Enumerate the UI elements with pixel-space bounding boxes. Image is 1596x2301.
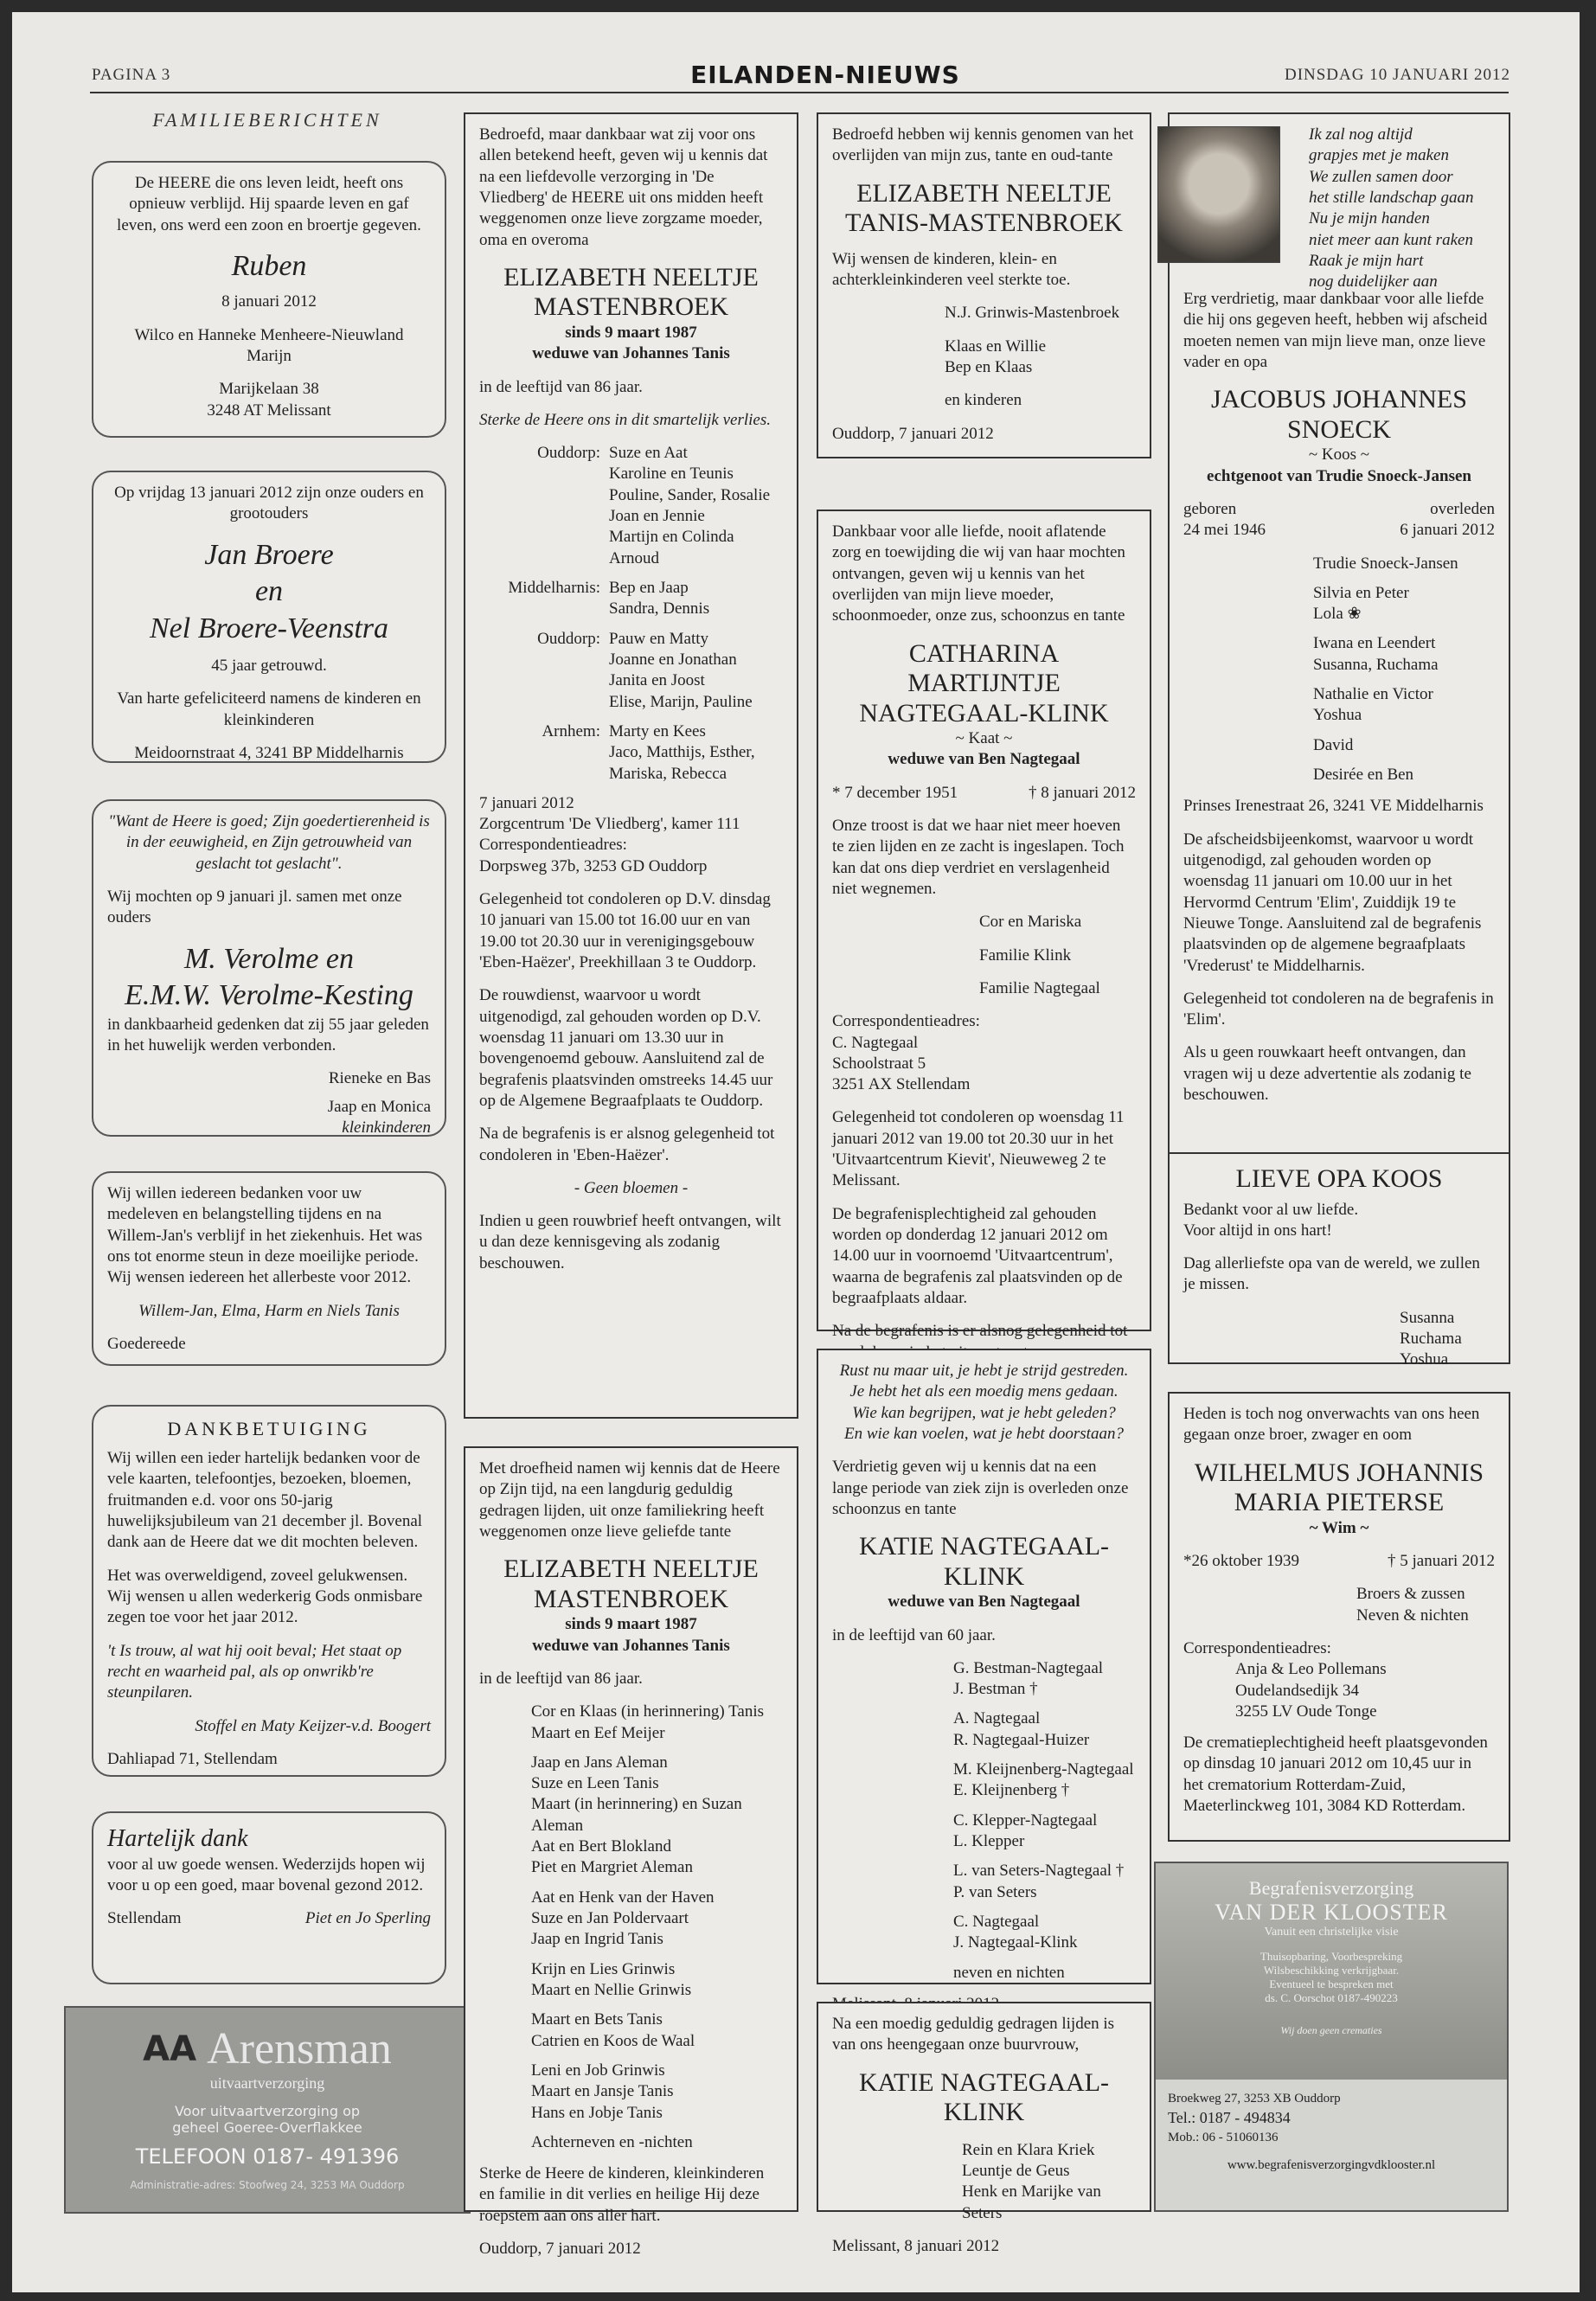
family-member: Joan en Jennie <box>609 507 705 526</box>
born: * 7 december 1951 <box>832 783 958 802</box>
signature-1: Rein en Klara Kriek <box>962 2140 1095 2159</box>
poem-line: Rust nu maar uit, je hebt je strijd gestreden. <box>839 1362 1129 1380</box>
line-1: Bedankt voor al uw liefde. <box>1183 1200 1359 1219</box>
family-member <box>531 2001 783 2009</box>
poem-line: Ik zal nog altijd <box>1309 125 1413 144</box>
ad-title-2: VAN DER KLOOSTER <box>1215 1900 1448 1925</box>
family-row <box>479 506 783 527</box>
family-row <box>479 443 783 464</box>
ad-mobile: Mob.: 06 - 51060136 <box>1168 2130 1279 2144</box>
family-row <box>479 599 783 619</box>
ad-title: Hartelijk dank <box>107 1825 248 1852</box>
signature-3: Henk en Marijke van Seters <box>962 2182 1101 2222</box>
family-member: David <box>1313 735 1354 754</box>
family-member <box>1313 625 1495 633</box>
family-member: Mariska, Rebecca <box>609 764 727 783</box>
deceased-name: ELIZABETH NEELTJE MASTENBROEK <box>503 1554 759 1613</box>
family-place <box>479 599 609 619</box>
header-rule <box>90 92 1509 93</box>
arensman-sub: uitvaartverzorging <box>209 2074 325 2092</box>
ad-text-2: Het was overweldigend, zoveel gelukwensen. Wij wensen u allen wederkerig Gods onmisbare zegen toe voor het jaar 2012. <box>107 1566 423 1627</box>
age: in de leeftijd van 86 jaar. <box>479 377 643 396</box>
intro: Heden is toch nog onverwachts van ons heen gegaan onze broer, zwager en oom <box>1183 1405 1480 1445</box>
family-member: Piet en Margriet Aleman <box>531 1858 693 1877</box>
family-member: Desirée en Ben <box>1313 766 1414 784</box>
signature-2: Jaap en Monica <box>327 1097 431 1116</box>
after-funeral: Na de begrafenis is er alsnog gelegenheid tot <box>832 1322 1128 1341</box>
spacer <box>479 713 783 721</box>
family-member: Pauw en Matty <box>609 629 709 648</box>
family-member: Arnoud <box>609 548 660 567</box>
portrait-photo <box>1157 126 1280 263</box>
ad-text: Wij willen een ieder hartelijk bedanken voor de vele kaarten, telefoontjes, bezoeken, bloemen, fruitmanden e.d. voor ons 50-jarig huwelijksjubileum van 21 december jl. Bovenal dank aan de Heere dat we dit mochten beleven. <box>107 1449 423 1552</box>
arensman-line-1: Voor uitvaartverzorging op <box>174 2103 361 2119</box>
widow-of: weduwe van Johannes Tanis <box>532 1636 730 1655</box>
deceased-name: ELIZABETH NEELTJE TANIS-MASTENBROEK <box>845 178 1123 238</box>
place-date: Ouddorp, 7 januari 2012 <box>832 424 994 443</box>
deceased-name: KATIE NAGTEGAAL-KLINK <box>858 1532 1110 1591</box>
ad-line-4: ds. C. Oorschot 0187-490223 <box>1265 1991 1398 2004</box>
signature-2: Leuntje de Geus <box>962 2161 1070 2180</box>
family-member: Suze en Aat <box>609 444 688 463</box>
poem-line: Wie kan begrijpen, wat je hebt geleden? <box>852 1403 1116 1422</box>
poem-line: niet meer aan kunt raken <box>1309 230 1473 249</box>
section-title: FAMILIEBERICHTEN <box>152 109 382 131</box>
deceased-name: CATHARINA MARTIJNTJE NAGTEGAAL-KLINK <box>859 638 1109 727</box>
family-member: Maart en Jansje Tanis <box>531 2082 674 2101</box>
signature-3: Yoshua <box>1400 1350 1449 1369</box>
name-2: Nel Broere-Veenstra <box>149 612 389 644</box>
arensman-logo: Arensman <box>207 2024 392 2073</box>
obituary-snoeck <box>1168 112 1510 1159</box>
signature-1: N.J. Grinwis-Mastenbroek <box>945 304 1120 323</box>
birth-date: 8 januari 2012 <box>221 292 317 311</box>
intro: Na een moedig geduldig gedragen lijden is van ons heengegaan onze buurvrouw, <box>832 2015 1115 2054</box>
correspondence-label: Correspondentieadres: <box>479 836 627 855</box>
signature-2: Familie Klink <box>979 945 1072 965</box>
family-member: Jaap en Jans Aleman <box>531 1753 668 1772</box>
poem-line: Je hebt het als een moedig mens gedaan. <box>849 1382 1118 1401</box>
family-list <box>479 443 783 793</box>
newspaper-masthead: EILANDEN-NIEUWS <box>690 61 960 89</box>
tribute-opa-koos <box>1168 1152 1510 1369</box>
age: in de leeftijd van 60 jaar. <box>832 1625 996 1644</box>
location: Zorgcentrum 'De Vliedberg', kamer 111 <box>479 815 740 834</box>
obituary-pieterse <box>1168 1392 1510 1842</box>
widow-of: weduwe van Johannes Tanis <box>532 344 730 363</box>
intro: Bedroefd hebben wij kennis genomen van het overlijden van mijn zus, tante en oud-tante <box>832 125 1134 165</box>
family-row <box>479 692 783 713</box>
signature-3: kleinkinderen <box>342 1118 431 1137</box>
family-place <box>479 506 609 527</box>
signature: Piet en Jo Sperling <box>304 1909 431 1928</box>
condolence: Gelegenheid tot condoleren op D.V. dinsdag 10 januari van 15.00 tot 16.00 uur en van 19.00 tot 20.30 uur in verenigingsgebouw 'Eben-Haëzer', Preekhillaan 3 te Ouddorp. <box>479 890 771 971</box>
signature-1: Rieneke en Bas <box>328 1069 431 1088</box>
since: sinds 9 maart 1987 <box>565 323 697 342</box>
signature-2: Klaas en Willie <box>945 336 1047 356</box>
died-date: 6 januari 2012 <box>1400 521 1495 540</box>
family-member <box>1313 727 1495 735</box>
correspondence-3: 3255 LV Oude Tonge <box>1235 1702 1377 1721</box>
family-member: Jaco, Matthijs, Esther, <box>609 743 755 762</box>
family-member: G. Bestman-Nagtegaal <box>953 1658 1104 1677</box>
cremation: De crematieplechtigheid heeft plaatsgevonden op dinsdag 10 januari 2012 om 10,45 uur in het crematorium Rotterdam-Zuid, Maeterlinckweg 101, 3084 KD Rotterdam. <box>1183 1734 1488 1816</box>
arensman-line-2: geheel Goeree-Overflakkee <box>172 2119 362 2136</box>
deceased-name: JACOBUS JOHANNES SNOECK <box>1211 385 1467 444</box>
sibling: Marijn <box>247 347 292 366</box>
line-2: Voor altijd in ons hart! <box>1183 1221 1332 1240</box>
family-place <box>479 692 609 713</box>
ad-text: Wij willen iedereen bedanken voor uw medeleven en belangstelling tijdens en na Willem-Jan's verblijf in het ziekenhuis. Het was ons tot enorme steun in deze moeilijke periode. Wij wensen iedereen het allerbeste voor 2012. <box>107 1184 423 1287</box>
poem-line: Raak je mijn hart <box>1309 251 1424 270</box>
born-label: geboren <box>1183 499 1237 518</box>
died-label: overleden <box>1430 499 1495 518</box>
family-member: L. van Seters-Nagtegaal † <box>953 1862 1125 1881</box>
family-member <box>953 1802 1136 1811</box>
intro: Erg verdrietig, maar dankbaar voor alle liefde die hij ons gegeven heeft, hebben wij afscheid moeten nemen van mijn lieve man, onze lieve vader en opa <box>1183 290 1488 371</box>
correspondence-3: 3251 AX Stellendam <box>832 1075 971 1094</box>
obituary-katie-neighbours <box>817 2002 1151 2255</box>
family-member: M. Kleijnenberg-Nagtegaal <box>953 1760 1134 1779</box>
signature-3: Familie Nagtegaal <box>979 978 1100 997</box>
died: † 5 januari 2012 <box>1387 1551 1495 1570</box>
poem-line: het stille landschap gaan <box>1309 188 1474 207</box>
nickname: ~ Wim ~ <box>1309 1518 1369 1537</box>
signature-3: Bep en Klaas <box>945 357 1033 376</box>
family-place: Ouddorp: <box>537 629 600 648</box>
condolence: Gelegenheid tot condoleren na de begrafenis in 'Elim'. <box>1183 989 1494 1029</box>
thanks-ad-sperling <box>92 1811 446 1984</box>
poem-line: We zullen samen door <box>1309 167 1453 186</box>
family-place: Arnhem: <box>542 721 600 740</box>
signature-2: Ruchama <box>1400 1330 1462 1349</box>
family-member: Maart en Nellie Grinwis <box>531 1980 692 1999</box>
died: † 8 januari 2012 <box>1028 783 1136 802</box>
place-date: Ouddorp, 7 januari 2012 <box>479 2240 641 2259</box>
ad-line-1: Thuisopbaring, Voorbespreking <box>1259 1950 1403 1963</box>
after-funeral: Na de begrafenis is er alsnog gelegenheid tot condoleren in 'Eben-Haëzer'. <box>479 1125 775 1164</box>
ad-line-3: Eventueel te bespreken met <box>1269 1977 1394 1990</box>
ad-text: Wij mochten op 9 januari jl. samen met onze ouders <box>107 887 402 927</box>
ad-text-2: in dankbaarheid gedenken dat zij 55 jaar geleden in het huwelijk werden verbonden. <box>107 1015 429 1054</box>
family-member: Aat en Bert Blokland <box>531 1837 671 1856</box>
ad-text: voor al uw goede wensen. Wederzijds hopen wij voor u op een goed, maar bovenal gezond 2012. <box>107 1855 426 1895</box>
family-member: Trudie Snoeck-Jansen <box>1313 554 1458 573</box>
poem-line: En wie kan voelen, wat je hebt doorstaan? <box>844 1424 1124 1443</box>
thanks-ad-keijzer <box>92 1405 446 1777</box>
name-1: M. Verolme en <box>183 942 355 975</box>
postcode: 3248 AT Melissant <box>207 401 331 420</box>
correspondence-2: Schoolstraat 5 <box>832 1054 926 1073</box>
birth-ad-ruben <box>92 161 446 438</box>
signature: Stoffel en Maty Keijzer-v.d. Boogert <box>195 1716 431 1735</box>
ad-line-2: Wilsbeschikking verkrijgbaar. <box>1263 1964 1400 1977</box>
obituary-katie-family <box>817 1349 1151 1984</box>
arensman-advertisement <box>64 2006 471 2214</box>
ad-address: Broekweg 27, 3253 XB Ouddorp <box>1168 2092 1341 2106</box>
family-member: Lola ❀ <box>1313 605 1362 624</box>
family-member: R. Nagtegaal-Huizer <box>953 1730 1090 1749</box>
widow-of: weduwe van Ben Nagtegaal <box>888 1593 1080 1612</box>
address: Prinses Irenestraat 26, 3241 VE Middelharnis <box>1183 797 1484 816</box>
signature-1: Susanna <box>1400 1308 1455 1327</box>
family-member: Jaap en Ingrid Tanis <box>531 1930 663 1949</box>
obituary-mastenbroek-children <box>464 112 798 1419</box>
nickname: ~ Kaat ~ <box>955 729 1013 748</box>
poem-line: Nu je mijn handen <box>1309 209 1430 228</box>
family-member: Sandra, Dennis <box>609 599 710 619</box>
child-name: Ruben <box>231 249 307 282</box>
family-member: Cor en Klaas (in herinnering) Tanis <box>531 1702 764 1721</box>
funeral-service: De rouwdienst, waarvoor u wordt uitgenodigd, zal gehouden worden op D.V. woensdag 11 januari om 13.30 uur in bovengenoemd gebouw. Aansluitend zal de begrafenis plaatsvinden omstreeks 14.45 uur op de Algemene Begraafplaats te Ouddorp. <box>479 986 773 1110</box>
family-member: Maart (in herinnering) en Suzan Aleman <box>531 1795 742 1835</box>
family-member <box>953 1852 1136 1861</box>
correspondence-1: C. Nagtegaal <box>832 1033 919 1052</box>
obituary-nagtegaal-klink <box>817 510 1151 1341</box>
years-married: 45 jaar getrouwd. <box>211 657 327 676</box>
family-member <box>953 1700 1136 1708</box>
family-row <box>479 578 783 599</box>
quote: 't Is trouw, al wat hij ooit beval; Het staat op recht en waarheid pal, als op onwrikb're steunpilaren. <box>107 1641 402 1702</box>
family-member: Martijn en Colinda <box>609 528 734 547</box>
family-member: Catrien en Koos de Waal <box>531 2031 695 2050</box>
date: 7 januari 2012 <box>479 793 574 812</box>
van-der-klooster-advertisement <box>1154 1862 1509 2212</box>
family-place <box>479 527 609 548</box>
signature: Willem-Jan, Elma, Harm en Niels Tanis <box>138 1301 400 1320</box>
issue-date: DINSDAG 10 JANUARI 2012 <box>1284 66 1510 84</box>
family-place <box>479 548 609 569</box>
correspondence-label: Correspondentieadres: <box>832 1012 980 1031</box>
family-1: Broers & zussen <box>1356 1585 1465 1604</box>
signature-4: en kinderen <box>945 391 1022 410</box>
family-member: Marty en Kees <box>609 721 706 740</box>
address: Dahliapad 71, Stellendam <box>107 1749 278 1768</box>
congratulations: Van harte gefeliciteerd namens de kinderen en kleinkinderen <box>117 689 421 729</box>
born-date: 24 mei 1946 <box>1183 521 1266 540</box>
family-row <box>479 464 783 484</box>
family-member: L. Klepper <box>953 1832 1025 1850</box>
poem <box>1309 125 1499 293</box>
family-row <box>479 485 783 506</box>
family-member: Karoline en Teunis <box>609 465 734 484</box>
family-place <box>479 650 609 670</box>
notice: Als u geen rouwkaart heeft ontvangen, dan vragen wij u deze advertentie als zodanig te beschouwen. <box>1183 1043 1471 1105</box>
family-member: Maart en Bets Tanis <box>531 2010 663 2029</box>
anniversary-ad-verolme <box>92 799 446 1137</box>
ad-text: Op vrijdag 13 januari 2012 zijn onze ouders en grootouders <box>114 484 424 523</box>
family-member: Silvia en Peter <box>1313 583 1409 602</box>
born: *26 oktober 1939 <box>1183 1551 1300 1570</box>
no-flowers: - Geen bloemen - <box>574 1178 689 1197</box>
family-member: Yoshua <box>1313 706 1362 725</box>
family-member: P. van Seters <box>953 1882 1037 1901</box>
family-row <box>479 527 783 548</box>
spacer <box>479 785 783 793</box>
intro: Verdrietig geven wij u kennis dat na een lange periode van ziek zijn is overleden onze schoonzus en tante <box>832 1458 1129 1518</box>
family-member <box>1313 676 1495 684</box>
family-list <box>479 1702 783 2153</box>
wish: Wij wensen de kinderen, klein- en achterkleinkinderen veel sterkte toe. <box>832 249 1071 289</box>
intro: Met droefheid namen wij kennis dat de Heere op Zijn tijd, na een langdurig geduldig gedragen lijden, uit onze familiekring heeft weggenomen onze lieve geliefde tante <box>479 1459 780 1541</box>
arensman-logo-icon: AA <box>143 2029 197 2069</box>
intro: Bedroefd, maar dankbaar wat zij voor ons allen betekend heeft, geven wij u kennis dat na een liefdevolle verzorging in 'De Vliedberg' de HEERE uit ons midden heeft weggenomen onze lieve zorgzame moeder, oma en overoma <box>479 125 768 249</box>
correspondence-address: Dorpsweg 37b, 3253 GD Ouddorp <box>479 856 708 875</box>
place-date: Melissant, 8 januari 2012 <box>832 2236 1000 2255</box>
family-member: Nathalie en Victor <box>1313 685 1433 704</box>
family-member: Hans en Jobje Tanis <box>531 2103 663 2122</box>
ad-line-5: Wij doen geen crematies <box>1280 2024 1382 2036</box>
since: sinds 9 maart 1987 <box>565 1615 697 1634</box>
newspaper-page <box>12 12 1580 2292</box>
family-member <box>1313 756 1495 765</box>
page-number: PAGINA 3 <box>92 66 171 84</box>
thanks-ad-tanis <box>92 1171 446 1366</box>
deceased-name: WILHELMUS JOHANNIS MARIA PIETERSE <box>1194 1458 1484 1517</box>
family-row <box>479 650 783 670</box>
family-place <box>479 764 609 785</box>
family-member: Maart en Eef Meijer <box>531 1723 665 1742</box>
family-list <box>1183 554 1495 786</box>
family-member: Krijn en Lies Grinwis <box>531 1959 676 1978</box>
spacer <box>479 620 783 629</box>
family-row <box>479 721 783 742</box>
name-and: en <box>254 575 284 608</box>
ad-tagline: Vanuit een christelijke visie <box>1264 1926 1399 1939</box>
poem <box>832 1361 1136 1445</box>
family-member: Bep en Jaap <box>609 579 689 597</box>
family-place <box>479 464 609 484</box>
family-member <box>531 2052 783 2061</box>
name-2: E.M.W. Verolme-Kesting <box>125 979 413 1012</box>
family-2: Neven & nichten <box>1356 1606 1469 1625</box>
parents: Wilco en Hanneke Menheere-Nieuwland <box>134 325 404 344</box>
deceased-name: ELIZABETH NEELTJE MASTENBROEK <box>503 262 759 322</box>
family-member: A. Nagtegaal <box>953 1709 1041 1728</box>
line-3: Dag allerliefste opa van de wereld, we zullen je missen. <box>1183 1254 1480 1294</box>
place: Stellendam <box>107 1909 182 1928</box>
family-member: C. Klepper-Nagtegaal <box>953 1811 1098 1830</box>
verse: Sterke de Heere ons in dit smartelijk verlies. <box>479 410 771 429</box>
condolence: Gelegenheid tot condoleren op woensdag 11 januari 2012 van 19.00 tot 20.30 uur in het 'Uitvaartcentrum Kievit', Nieuweweg 2 te Melissant. <box>832 1108 1125 1190</box>
poem-line: grapjes met je maken <box>1309 146 1449 165</box>
family-member: Suze en Jan Poldervaart <box>531 1909 689 1927</box>
family-place <box>479 670 609 691</box>
widow-of: weduwe van Ben Nagtegaal <box>888 750 1080 769</box>
family-member: Joanne en Jonathan <box>609 650 737 669</box>
correspondence-label: Correspondentieadres: <box>1183 1638 1331 1657</box>
family-place: Ouddorp: <box>537 444 600 463</box>
place: Goedereede <box>107 1334 186 1353</box>
ad-text: De HEERE die ons leven leidt, heeft ons opnieuw verblijd. Hij spaarde leven en gaf leven, ons werd een zoon en broertje gegeven. <box>117 174 421 234</box>
address: Meidoornstraat 4, 3241 BP Middelharnis <box>134 744 404 763</box>
ad-title-1: Begrafenisverzorging <box>1248 1877 1414 1899</box>
family-place <box>479 742 609 763</box>
family-member <box>531 1879 783 1888</box>
family-member: J. Bestman † <box>953 1680 1038 1699</box>
spouse: echtgenoot van Trudie Snoeck-Jansen <box>1207 466 1471 485</box>
correspondence-2: Oudelandsedijk 34 <box>1235 1681 1360 1700</box>
ad-title: DANKBETUIGING <box>167 1418 371 1439</box>
anniversary-ad-broere <box>92 471 446 763</box>
obituary-tanis-mastenbroek <box>817 112 1151 458</box>
family-member: Suze en Leen Tanis <box>531 1774 659 1793</box>
ad-website: www.begrafenisverzorgingvdklooster.nl <box>1227 2157 1436 2172</box>
family-member: Janita en Joost <box>609 671 705 690</box>
family-member: J. Nagtegaal-Klink <box>953 1933 1078 1952</box>
closing: Sterke de Heere de kinderen, kleinkinderen en familie in dit verlies en heilige Hij deze roepstem aan ons aller hart. <box>479 2164 765 2225</box>
family-list <box>832 1658 1136 1984</box>
signature-1: Cor en Mariska <box>979 913 1082 932</box>
family-row <box>479 764 783 785</box>
notice: Indien u geen rouwbrief heeft ontvangen, wilt u dan deze kennisgeving als zodanig beschouwen. <box>479 1212 781 1272</box>
farewell: De afscheidsbijeenkomst, waarvoor u wordt uitgenodigd, zal gehouden worden op woensdag 11 januari om 10.00 uur in het Hervormd Centrum 'Elim', Zuiddijk 19 te Nieuwe Tonge. Aansluitend zal de begrafenis plaatsvinden op de algemene begraafplaats 'Vrederust' te Middelharnis. <box>1183 830 1482 975</box>
family-member <box>953 1903 1136 1912</box>
tribute-title: LIEVE OPA KOOS <box>1235 1164 1443 1193</box>
family-member <box>953 1751 1136 1759</box>
arensman-phone: TELEFOON 0187- 491396 <box>135 2144 400 2169</box>
family-row <box>479 670 783 691</box>
family-row <box>479 742 783 763</box>
funeral: De begrafenisplechtigheid zal gehouden worden op donderdag 12 januari 2012 om 14.00 uur in voornoemd 'Uitvaartcentrum', waarna de begrafenis zal plaatsvinden op de begraafplaats aldaar. <box>832 1204 1123 1307</box>
family-member <box>1313 574 1495 583</box>
address: Marijkelaan 38 <box>219 380 319 399</box>
family-row <box>479 548 783 569</box>
family-member: E. Kleijnenberg † <box>953 1781 1070 1800</box>
family-member: Pouline, Sander, Rosalie <box>609 485 771 504</box>
obituary-mastenbroek-family <box>464 1446 798 2259</box>
family-place <box>479 485 609 506</box>
poem-line: nog duidelijker aan <box>1309 272 1438 292</box>
family-member: Elise, Marijn, Pauline <box>609 692 753 711</box>
ad-phone: Tel.: 0187 - 494834 <box>1168 2109 1291 2127</box>
correspondence-1: Anja & Leo Pollemans <box>1235 1660 1387 1679</box>
family-member <box>531 1744 783 1753</box>
intro: Dankbaar voor alle liefde, nooit aflatende zorg en toewijding die wij van haar mochten ontvangen, geven wij u kennis van het overlijden van mijn lieve moeder, schoonmoeder, onze zus, schoonzus en tante <box>832 522 1125 625</box>
spacer <box>479 569 783 578</box>
family-place: Middelharnis: <box>508 579 600 597</box>
name-1: Jan Broere <box>204 538 334 571</box>
age: in de leeftijd van 86 jaar. <box>479 1669 643 1688</box>
family-member <box>953 1954 1136 1963</box>
family-member: Susanna, Ruchama <box>1313 655 1439 674</box>
family-row <box>479 629 783 650</box>
family-member: Iwana en Leendert <box>1313 634 1436 653</box>
family-member <box>531 1951 783 1959</box>
nickname: ~ Koos ~ <box>1308 445 1370 465</box>
family-member: neven en nichten <box>953 1963 1065 1982</box>
family-member: C. Nagtegaal <box>953 1912 1040 1931</box>
arensman-admin: Administratie-adres: Stoofweg 24, 3253 MA Ouddorp <box>130 2179 405 2191</box>
family-member: Achterneven en -nichten <box>531 2132 693 2151</box>
comfort: Onze troost is dat we haar niet meer hoeven te zien lijden en ze zacht is ingeslapen. Toch kan dat ons diep verdriet en verslagenheid niet wegnemen. <box>832 817 1125 898</box>
family-member: Leni en Job Grinwis <box>531 2061 665 2080</box>
bible-quote: "Want de Heere is goed; Zijn goedertierenheid is in der eeuwigheid, en Zijn getrouwheid van geslacht tot geslacht". <box>108 812 430 873</box>
family-member <box>531 2124 783 2132</box>
family-member: Aat en Henk van der Haven <box>531 1888 715 1907</box>
deceased-name: KATIE NAGTEGAAL-KLINK <box>858 2067 1110 2127</box>
